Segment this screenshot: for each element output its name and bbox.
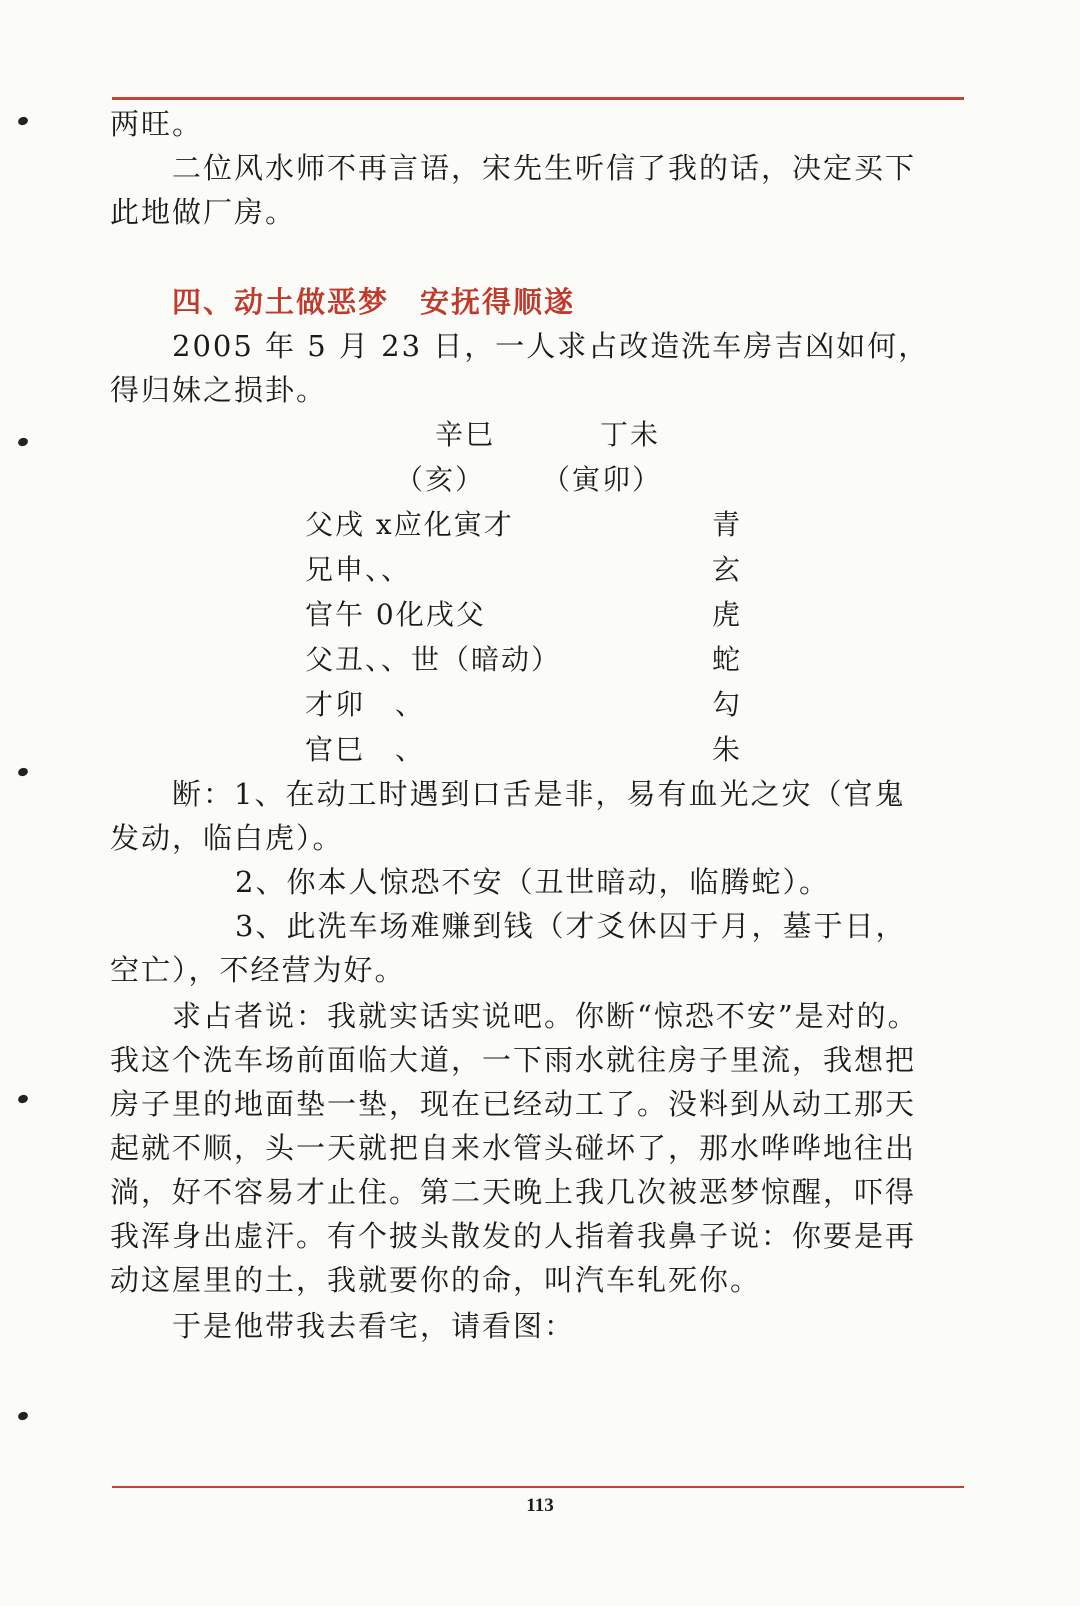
binding-hole-mark xyxy=(17,437,29,448)
text-line: 此地做厂房。 xyxy=(110,195,297,229)
text-line: 断：1、在动工时遇到口舌是非，易有血光之灾（官鬼 xyxy=(172,777,906,811)
section-heading: 四、动土做恶梦 安抚得顺遂 xyxy=(172,285,576,319)
top-rule xyxy=(112,97,964,100)
text-line: 淌，好不容易才止住。第二天晚上我几次被恶梦惊醒，吓得 xyxy=(110,1175,917,1209)
text-line: 我这个洗车场前面临大道，一下雨水就往房子里流，我想把 xyxy=(110,1043,917,1077)
binding-hole-mark xyxy=(17,767,29,778)
hexagram-beast: 勾 xyxy=(712,688,743,721)
binding-hole-mark xyxy=(17,1094,29,1105)
hexagram-day: 丁未 xyxy=(600,418,661,451)
hexagram-beast: 虎 xyxy=(712,598,743,631)
hexagram-beast: 蛇 xyxy=(712,643,743,676)
text-line: 于是他带我去看宅，请看图： xyxy=(172,1309,576,1343)
text-line: 求占者说：我就实话实说吧。你断“惊恐不安”是对的。 xyxy=(172,999,919,1033)
text-line: 我浑身出虚汗。有个披头散发的人指着我鼻子说：你要是再 xyxy=(110,1219,917,1253)
hexagram-beast: 玄 xyxy=(712,553,743,586)
hexagram-month: 辛巳 xyxy=(435,418,496,451)
bottom-rule xyxy=(112,1486,964,1488)
hexagram-beast: 朱 xyxy=(712,733,743,766)
text-line: 两旺。 xyxy=(110,107,204,141)
text-line: 2、你本人惊恐不安（丑世暗动，临腾蛇）。 xyxy=(235,865,830,899)
text-line: 动这屋里的土，我就要你的命，叫汽车轧死你。 xyxy=(110,1263,762,1297)
hexagram-void-month: （亥） xyxy=(395,463,486,496)
hexagram-line: 兄申、、 xyxy=(305,553,412,586)
text-line: 起就不顺，头一天就把自来水管头碰坏了，那水哗哗地往出 xyxy=(110,1131,917,1165)
text-line: 得归妹之损卦。 xyxy=(110,373,328,407)
hexagram-line: 父丑、、世（暗动） xyxy=(305,643,562,676)
text-line: 二位风水师不再言语，宋先生听信了我的话，决定买下 xyxy=(172,151,917,185)
page-number: 113 xyxy=(526,1495,554,1516)
hexagram-line: 才卯 、 xyxy=(305,688,426,721)
text-line: 发动，临白虎）。 xyxy=(110,821,344,855)
hexagram-line: 官巳 、 xyxy=(305,733,426,766)
text-line: 房子里的地面垫一垫，现在已经动工了。没料到从动工那天 xyxy=(110,1087,917,1121)
hexagram-beast: 青 xyxy=(712,508,743,541)
hexagram-line: 官午 0化戌父 xyxy=(305,598,486,631)
binding-hole-mark xyxy=(17,116,29,127)
binding-hole-mark xyxy=(17,1411,29,1422)
text-line: 空亡），不经营为好。 xyxy=(110,953,406,987)
hexagram-void-day: （寅卯） xyxy=(542,463,663,496)
hexagram-line: 父戌 x应化寅才 xyxy=(305,508,514,541)
text-line: 2005 年 5 月 23 日，一人求占改造洗车房吉凶如何， xyxy=(172,329,930,363)
text-line: 3、此洗车场难赚到钱（才爻休囚于月，墓于日， xyxy=(235,909,907,943)
